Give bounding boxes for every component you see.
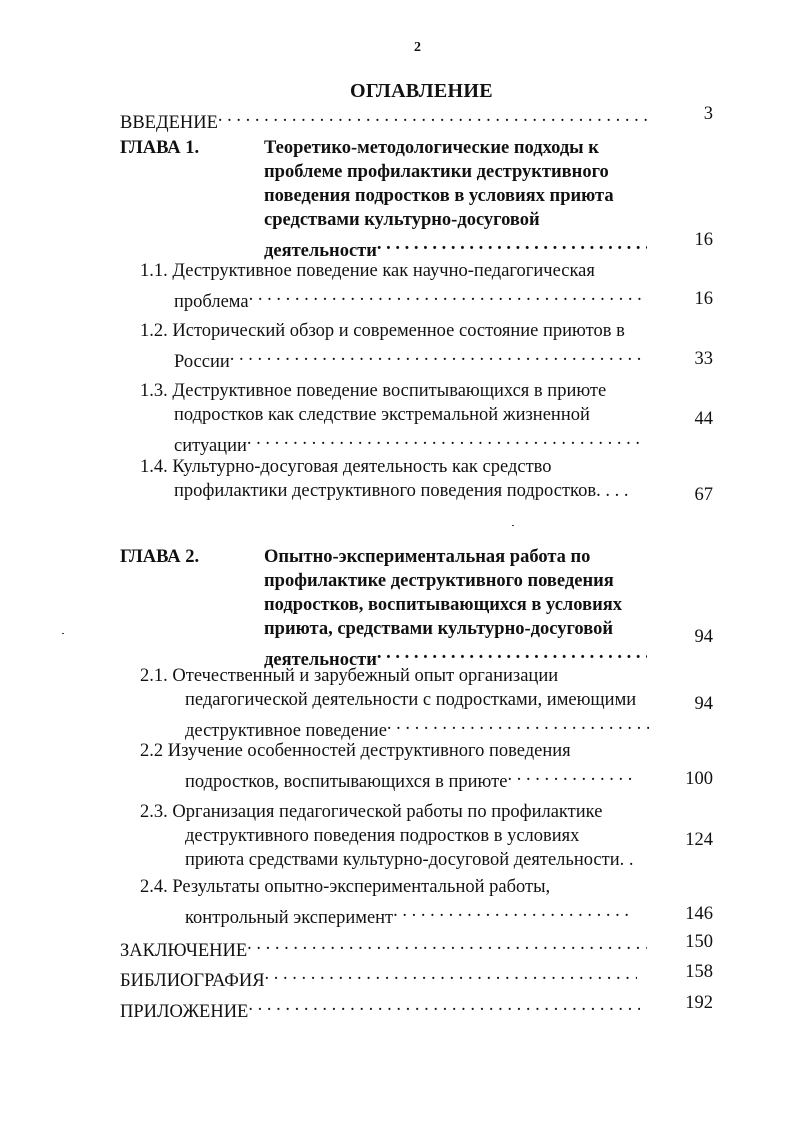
- dot-leader: [393, 899, 633, 923]
- dot-leader: [248, 993, 640, 1017]
- section-line: 2.3. Организация педагогической работы по профилактике: [140, 802, 603, 822]
- section-line: деструктивного поведения подростков в условиях: [185, 826, 580, 846]
- section-line: 1.4. Культурно-досуговая деятельность как средство: [140, 457, 552, 477]
- section-line: деструктивное поведение: [185, 721, 387, 741]
- section-line: ситуации: [174, 436, 247, 456]
- toc-entry-label: ЗАКЛЮЧЕНИЕ: [120, 941, 248, 961]
- chapter2-title-line: деятельности: [264, 650, 377, 670]
- toc-page-number: 16: [694, 230, 713, 250]
- chapter1-title-line: поведения подростков в условиях приюта: [264, 186, 614, 206]
- dot-leader: [247, 932, 647, 956]
- toc-page-number: 100: [685, 769, 713, 789]
- section-line: подростков как следствие экстремальной жизненной: [174, 405, 590, 425]
- chapter1-title[interactable]: [264, 136, 647, 263]
- dot-leader: [265, 962, 637, 986]
- chapter1-title-line: средствами культурно-досуговой: [264, 210, 540, 230]
- toc-section-1-3[interactable]: [140, 379, 642, 458]
- dot-leader: [247, 427, 642, 451]
- chapter1-title-line: деятельности: [264, 241, 377, 261]
- chapter1-title-line: Теоретико-методологические подходы к: [264, 138, 599, 158]
- toc-entry-bibliography[interactable]: [120, 962, 637, 993]
- toc-entry-appendix[interactable]: [120, 993, 640, 1024]
- toc-section-1-1[interactable]: [140, 259, 641, 314]
- toc-page-number: 94: [694, 694, 713, 714]
- toc-page-number: 124: [685, 830, 713, 850]
- section-line: 2.4. Результаты опытно-экспериментальной работы,: [140, 877, 551, 897]
- toc-page-number: 16: [694, 289, 713, 309]
- toc-page-number: 67: [694, 485, 713, 505]
- toc-section-1-4[interactable]: [140, 455, 628, 503]
- toc-page-number: 150: [685, 932, 713, 952]
- toc-section-1-2[interactable]: [140, 319, 642, 374]
- section-line: 2.1. Отечественный и зарубежный опыт организации: [140, 666, 559, 686]
- toc-page-number: 94: [694, 627, 713, 647]
- toc-page-number: 44: [694, 409, 713, 429]
- chapter1-label: ГЛАВА 1.: [120, 138, 200, 158]
- page-title: ОГЛАВЛЕНИЕ: [350, 80, 493, 102]
- section-line: проблема: [174, 292, 249, 312]
- page-number: 2: [414, 40, 421, 55]
- scan-speck: [62, 633, 64, 634]
- section-line: профилактики деструктивного поведения подростков. . . .: [174, 481, 629, 501]
- toc-section-2-1[interactable]: [140, 664, 649, 743]
- dot-leader: [218, 104, 648, 128]
- dot-leader: [249, 283, 641, 307]
- section-line: приюта средствами культурно-досуговой деятельности. .: [185, 850, 634, 870]
- chapter2-title-line: профилактике деструктивного поведения: [264, 571, 614, 591]
- toc-entry-introduction[interactable]: [120, 104, 648, 135]
- section-line: педагогической деятельности с подростками, имеющими: [185, 690, 637, 710]
- toc-page-number: 192: [685, 993, 713, 1013]
- toc-page-number: 3: [703, 104, 713, 124]
- dot-leader: [230, 343, 642, 367]
- scan-speck: [512, 525, 514, 526]
- dot-leader: [507, 763, 637, 787]
- dot-leader: [377, 641, 647, 665]
- dot-leader: [377, 232, 647, 256]
- section-line: контрольный эксперимент: [185, 908, 394, 928]
- dot-leader: [387, 712, 649, 736]
- toc-page-number: 146: [685, 904, 713, 924]
- toc-section-2-3[interactable]: [140, 800, 634, 872]
- section-line: 1.1. Деструктивное поведение как научно-педагогическая: [140, 261, 595, 281]
- chapter2-label: ГЛАВА 2.: [120, 547, 200, 567]
- toc-page-number: 33: [694, 349, 713, 369]
- toc-entry-label: БИБЛИОГРАФИЯ: [120, 971, 265, 991]
- chapter1-title-line: проблеме профилактики деструктивного: [264, 162, 609, 182]
- toc-entry-label: ПРИЛОЖЕНИЕ: [120, 1002, 249, 1022]
- section-line: 1.2. Исторический обзор и современное состояние приютов в: [140, 321, 625, 341]
- toc-entry-label: ВВЕДЕНИЕ: [120, 113, 218, 133]
- section-line: 2.2 Изучение особенностей деструктивного поведения: [140, 741, 571, 761]
- section-line: подростков, воспитывающихся в приюте: [185, 772, 508, 792]
- section-line: 1.3. Деструктивное поведение воспитывающихся в приюте: [140, 381, 607, 401]
- chapter2-title-line: Опытно-экспериментальная работа по: [264, 547, 591, 567]
- section-line: России: [174, 352, 230, 372]
- chapter2-title-line: подростков, воспитывающихся в условиях: [264, 595, 622, 615]
- toc-section-2-4[interactable]: [140, 875, 633, 930]
- chapter2-title-line: приюта, средствами культурно-досуговой: [264, 619, 613, 639]
- toc-entry-conclusion[interactable]: [120, 932, 647, 963]
- toc-section-2-2[interactable]: [140, 739, 637, 794]
- toc-page-number: 158: [685, 962, 713, 982]
- chapter2-title[interactable]: [264, 545, 647, 672]
